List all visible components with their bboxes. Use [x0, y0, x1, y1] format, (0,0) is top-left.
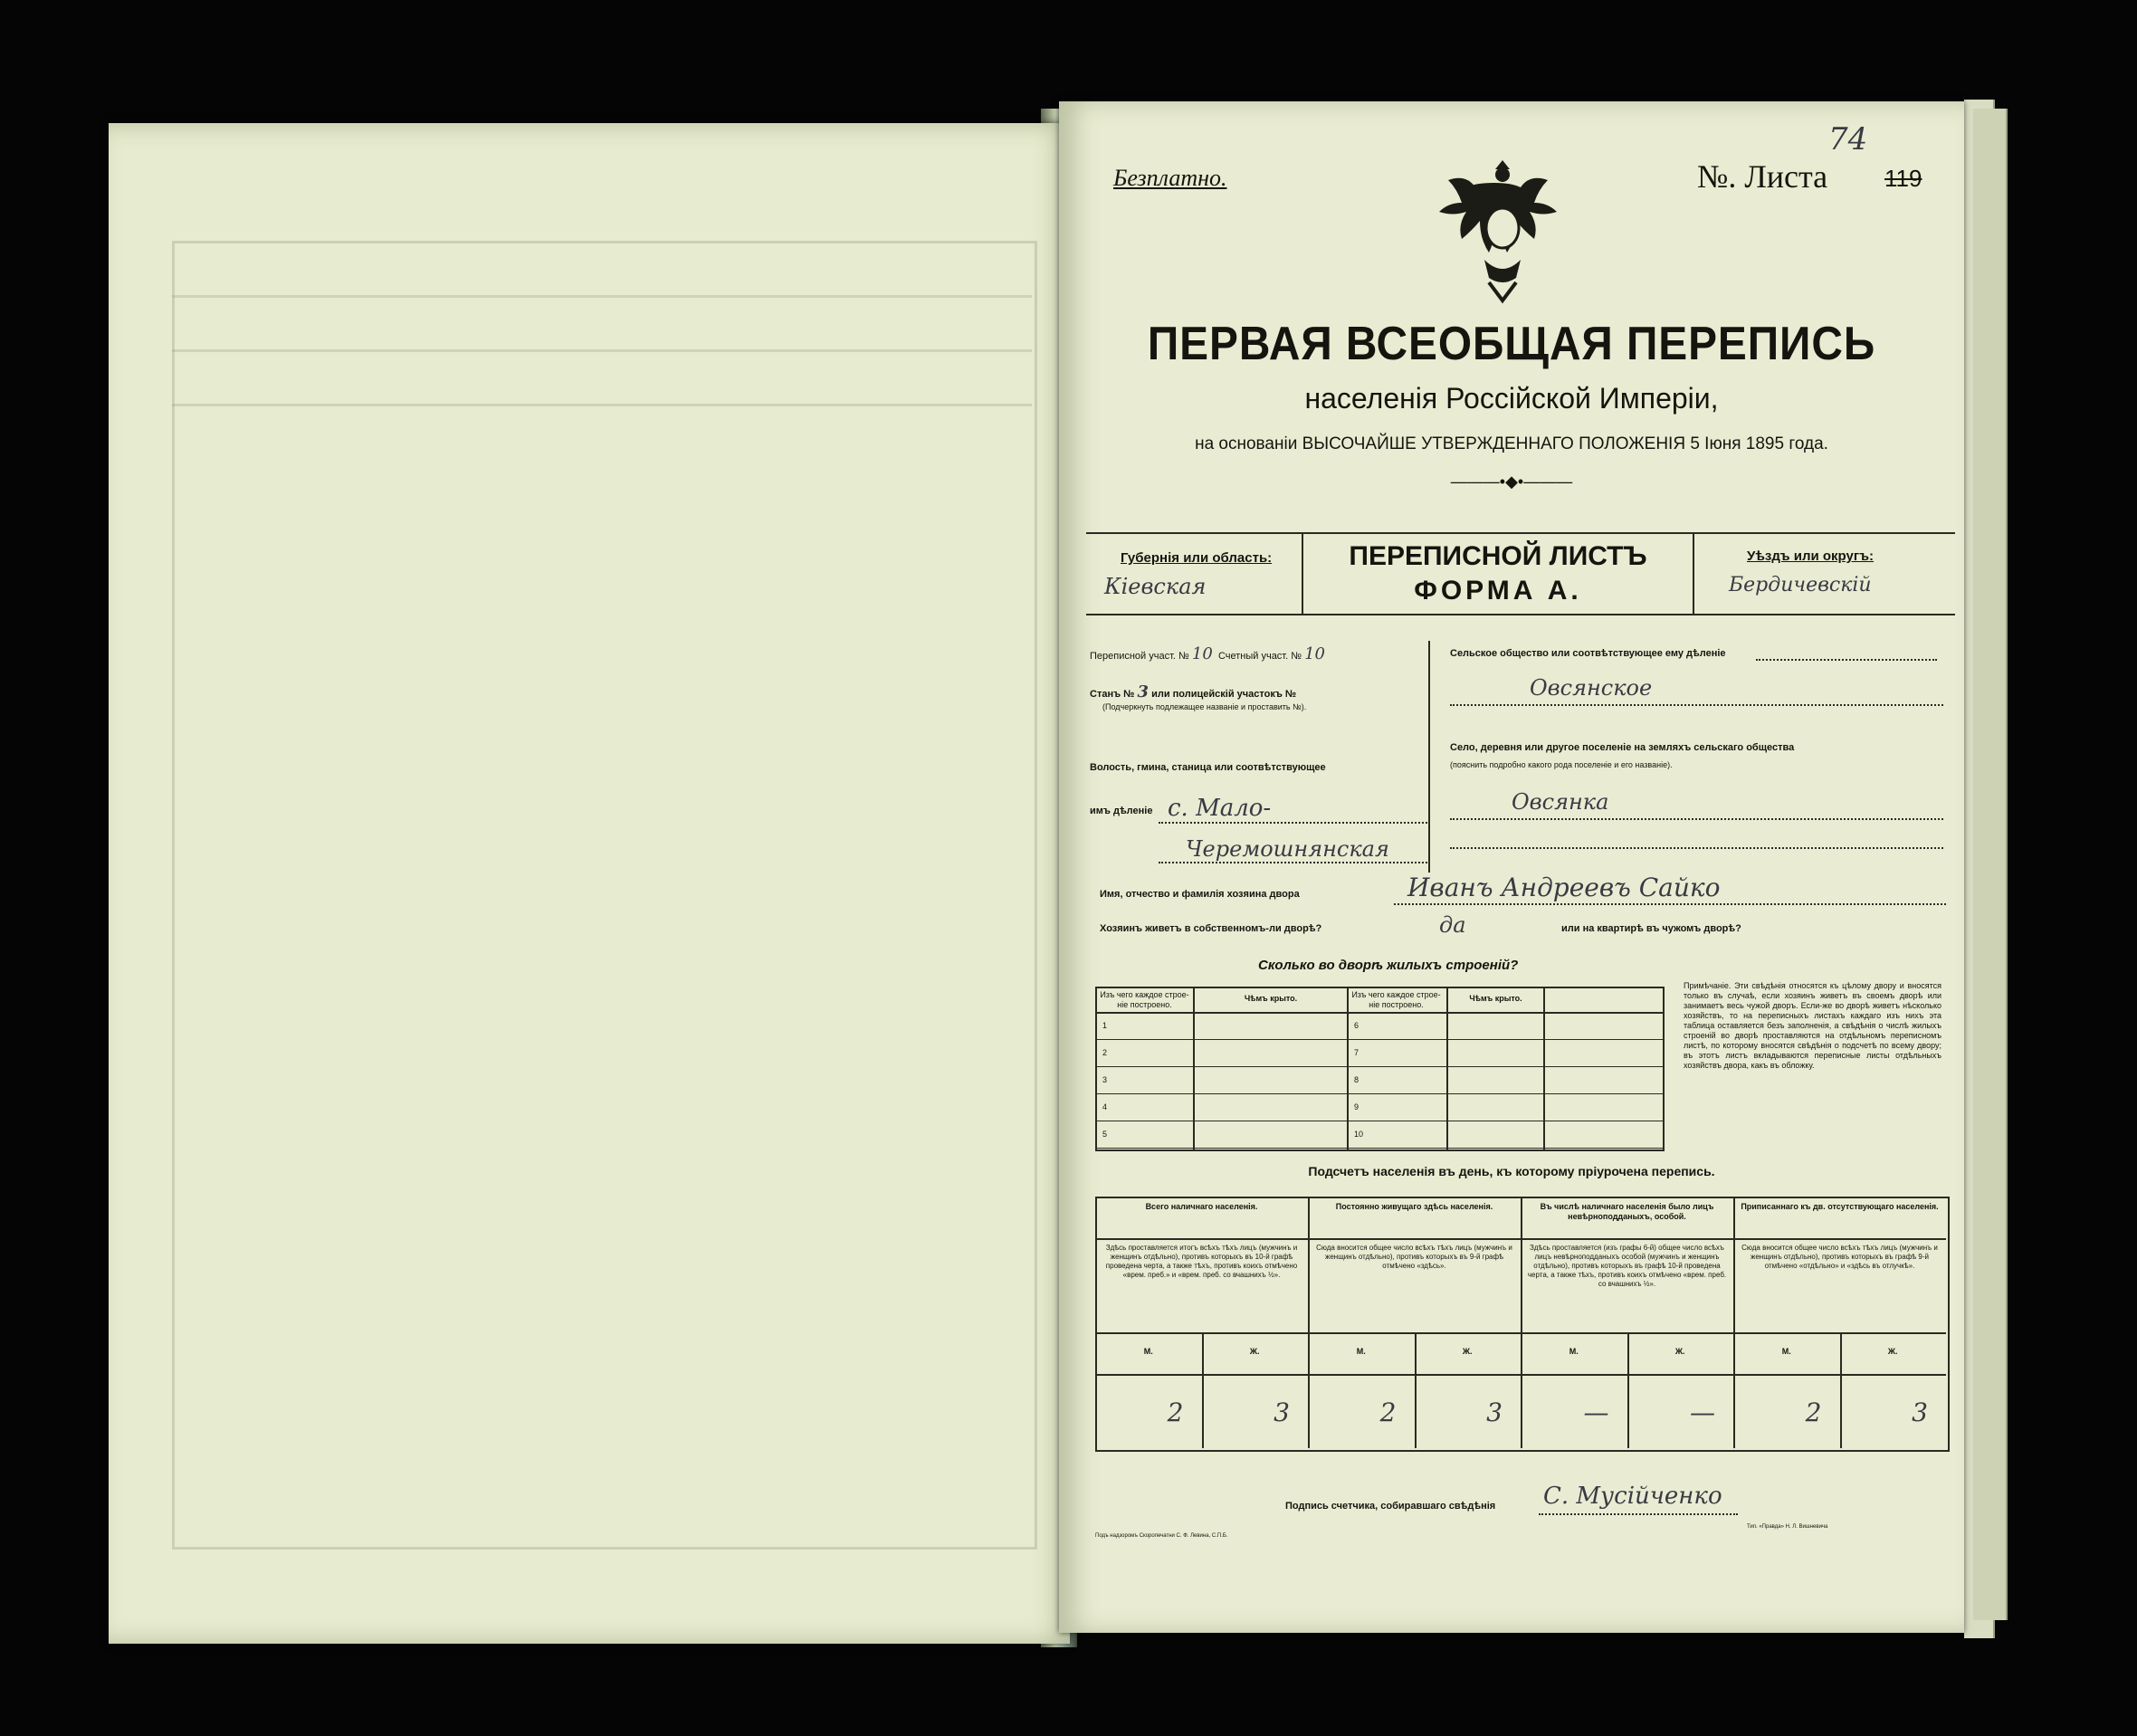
- village-value: Овсянка: [1512, 789, 1609, 815]
- owner-name-value: Иванъ Андреевъ Сайко: [1407, 873, 1721, 902]
- count-value: —: [1583, 1397, 1609, 1427]
- buildings-row-number: 6: [1354, 1021, 1359, 1030]
- count-group-head: Всего наличнаго населенія.: [1145, 1202, 1258, 1211]
- stan-note: (Подчеркнуть подлежащее названіе и проставить №).: [1102, 702, 1307, 711]
- buildings-row-number: 1: [1102, 1021, 1108, 1030]
- count-value: 3: [1912, 1397, 1928, 1427]
- count-group-desc: Сюда вносится общее число всѣхъ тѣхъ лицъ (мужчинъ и женщинъ отдѣльно), противъ которыхъ въ 9-й графѣ отмѣчено «здѣсь».: [1316, 1244, 1512, 1270]
- buildings-row-number: 7: [1354, 1048, 1359, 1057]
- uezd-label: Уѣздъ или округъ:: [1747, 548, 1875, 564]
- male-column-label: М.: [1781, 1347, 1791, 1356]
- count-group-head: Въ числѣ наличнаго населенія было лицъ невѣрноподданыхъ, особой.: [1540, 1202, 1714, 1221]
- buildings-question: Сколько во дворѣ жилыхъ строеній?: [1258, 958, 1519, 973]
- count-group-head: Приписаннаго къ дв. отсутствующаго населенія.: [1741, 1202, 1939, 1211]
- count-group-desc: Здѣсь проставляется (изъ графы 6-й) общее число всѣхъ лицъ невѣрноподданыхъ особой (мужчинъ и женщинъ отдѣльно), противъ которыхъ въ графѣ 10-й проведена черта, а также тѣхъ, противъ коихъ отмѣчено «врем. преб. со вчашнихъ ½».: [1527, 1244, 1727, 1288]
- printer-left: Подъ надзоромъ Скоропечатни С. Ф. Левина, С.П.Б.: [1095, 1533, 1228, 1539]
- count-value: 2: [1379, 1397, 1397, 1427]
- female-column-label: Ж.: [1462, 1347, 1473, 1356]
- count-value: 2: [1167, 1397, 1184, 1427]
- form-subtitle: ФОРМА А.: [1414, 576, 1582, 606]
- stan-label: Станъ № 3 или полицейскій участокъ №: [1090, 682, 1297, 701]
- buildings-col-roof: Чѣмъ крыто.: [1244, 994, 1298, 1003]
- buildings-col-material-2: Изъ чего каждое строе-ніе построено.: [1351, 990, 1441, 1009]
- sheet-number-struck: 119: [1884, 165, 1922, 192]
- buildings-row-number: 5: [1102, 1130, 1108, 1139]
- village-note: (пояснить подробно какого рода поселеніе и его названіе).: [1450, 760, 1673, 769]
- left-page: [109, 123, 1070, 1644]
- census-district-label: Переписной участ. № 10 Счетный участ. № 10: [1090, 644, 1326, 663]
- male-column-label: М.: [1356, 1347, 1366, 1356]
- male-column-label: М.: [1143, 1347, 1153, 1356]
- volost-value-2: Черемошнянская: [1186, 836, 1389, 862]
- buildings-col-roof-2: Чѣмъ крыто.: [1469, 994, 1522, 1003]
- owner-name-label: Имя, отчество и фамилія хозяина двора: [1100, 889, 1300, 900]
- count-group-head: Постоянно живущаго здѣсь населенія.: [1335, 1202, 1493, 1211]
- bleed-through-frame: [172, 241, 1037, 1550]
- page-edges-back: [1973, 109, 2008, 1620]
- sheet-number-handwritten: 74: [1828, 121, 1868, 157]
- count-group-desc: Здѣсь проставляется итогъ всѣхъ тѣхъ лицъ (мужчинъ и женщинъ отдѣльно), противъ которыхъ въ 10-й графѣ проведена черта, а также тѣхъ, противъ коихъ отмѣчено «врем. преб.» и «врем. преб. со вчашнихъ ½».: [1105, 1244, 1298, 1279]
- village-label: Село, деревня или другое поселеніе на земляхъ сельскаго общества: [1450, 742, 1795, 753]
- signature-value: С. Мусійченко: [1543, 1483, 1722, 1510]
- count-value: 3: [1486, 1397, 1503, 1427]
- count-title: Подсчетъ населенія въ день, къ которому пріурочена перепись.: [1308, 1164, 1715, 1178]
- female-column-label: Ж.: [1887, 1347, 1898, 1356]
- printer-right: Тип. «Правда» Н. Л. Вишневича: [1747, 1524, 1828, 1530]
- main-title: ПЕРВАЯ ВСЕОБЩАЯ ПЕРЕПИСЬ: [1147, 318, 1876, 370]
- owner-lives-label: Хозяинъ живетъ в собственномъ-ли дворѣ?: [1100, 923, 1322, 934]
- owner-lives-label-2: или на квартирѣ въ чужомъ дворѣ?: [1561, 923, 1741, 934]
- count-value: 2: [1805, 1397, 1822, 1427]
- legal-basis-line: на основаніи ВЫСОЧАЙШЕ УТВЕРЖДЕННАГО ПОЛОЖЕНІЯ 5 Іюня 1895 года.: [1195, 434, 1828, 453]
- volost-label: Волость, гмина, станица или соотвѣтствующее: [1090, 762, 1326, 773]
- buildings-note: Примѣчаніе. Эти свѣдѣнія относятся къ цѣлому двору и вносятся только въ случаѣ, если хозяинъ живетъ въ своемъ дворѣ или занимаетъ весь чужой дворъ. Если-же во дворѣ живетъ нѣсколько хозяйствъ, то на переписныхъ листахъ каждаго изъ нихъ эта таблица оставляется безъ заполненія, а свѣдѣнія о числѣ жилыхъ строеній во дворѣ проставляются на отдѣльномъ переписномъ листѣ, по которому вносятся свѣдѣнія о подсчетѣ по всему двору; въ этотъ листъ вкладываются переписные листы отдѣльныхъ хозяйствъ двора, какъ въ обложку.: [1684, 981, 1941, 1070]
- count-value: —: [1690, 1397, 1715, 1427]
- count-value: 3: [1274, 1397, 1290, 1427]
- imperial-eagle-icon: [1435, 151, 1570, 310]
- buildings-row-number: 9: [1354, 1102, 1359, 1111]
- subtitle: населенія Россійской Имперіи,: [1304, 382, 1719, 415]
- gubernia-value: Кіевская: [1104, 574, 1207, 599]
- buildings-row-number: 3: [1102, 1075, 1108, 1084]
- volost-label-2: имъ дѣленіе: [1090, 806, 1153, 816]
- buildings-row-number: 2: [1102, 1048, 1108, 1057]
- free-of-charge-label: Безплатно.: [1113, 165, 1227, 191]
- society-value: Овсянское: [1530, 675, 1653, 701]
- ornament-divider: ———•◆•———: [1450, 472, 1573, 491]
- gubernia-label: Губернія или область:: [1121, 550, 1273, 566]
- sheet-number-label: №. Листа: [1697, 158, 1828, 195]
- census-form-page: [1059, 101, 1964, 1633]
- form-title: ПЕРЕПИСНОЙ ЛИСТЪ: [1349, 541, 1647, 571]
- buildings-col-material: Изъ чего каждое строе-ніе построено.: [1100, 990, 1189, 1009]
- signature-label: Подпись счетчика, собиравшаго свѣдѣнія: [1285, 1501, 1496, 1512]
- male-column-label: М.: [1569, 1347, 1579, 1356]
- society-label: Сельское общество или соотвѣтствующее ему дѣленіе: [1450, 648, 1726, 659]
- count-group-desc: Сюда вносится общее число всѣхъ тѣхъ лицъ (мужчинъ и женщинъ отдѣльно), противъ которыхъ въ графѣ 9-й отмѣчено «отдѣльно» и «здѣсь въ отлучкѣ».: [1741, 1244, 1938, 1270]
- uezd-value: Бердичевскій: [1729, 574, 1872, 596]
- buildings-row-number: 10: [1354, 1130, 1364, 1139]
- buildings-row-number: 8: [1354, 1075, 1359, 1084]
- volost-value: с. Мало-: [1168, 795, 1272, 822]
- female-column-label: Ж.: [1674, 1347, 1685, 1356]
- owner-lives-value: да: [1439, 912, 1466, 938]
- female-column-label: Ж.: [1249, 1347, 1260, 1356]
- buildings-row-number: 4: [1102, 1102, 1108, 1111]
